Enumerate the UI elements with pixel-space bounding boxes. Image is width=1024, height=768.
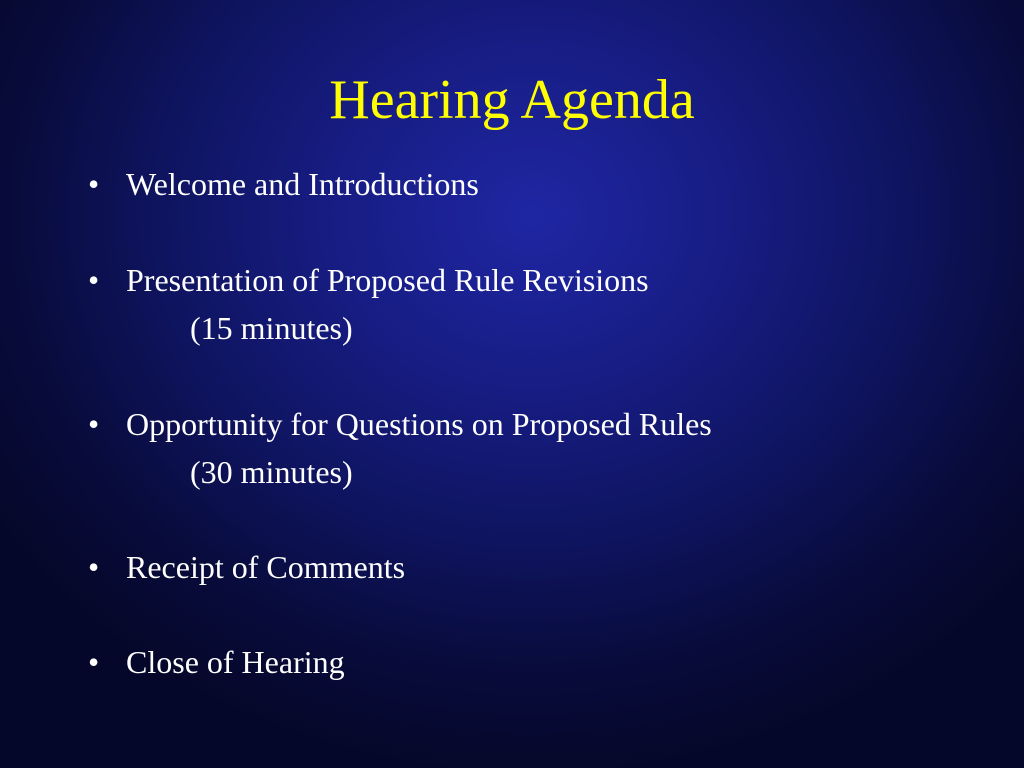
bullet-icon: •	[88, 262, 100, 298]
bullet-icon: •	[88, 549, 100, 585]
agenda-item-text: Presentation of Proposed Rule Revisions	[126, 262, 649, 298]
agenda-item-text: Receipt of Comments	[126, 549, 406, 585]
bullet-icon: •	[88, 166, 100, 202]
agenda-item-text: Close of Hearing	[126, 644, 345, 680]
agenda-item-text: Opportunity for Questions on Proposed Rules	[126, 406, 712, 442]
bullet-icon: •	[88, 406, 100, 442]
agenda-item-duration: (30 minutes)	[190, 454, 353, 490]
slide-title: Hearing Agenda	[329, 69, 695, 131]
agenda-item-duration: (15 minutes)	[190, 310, 353, 346]
bullet-icon: •	[88, 644, 100, 680]
agenda-item-text: Welcome and Introductions	[126, 166, 479, 202]
